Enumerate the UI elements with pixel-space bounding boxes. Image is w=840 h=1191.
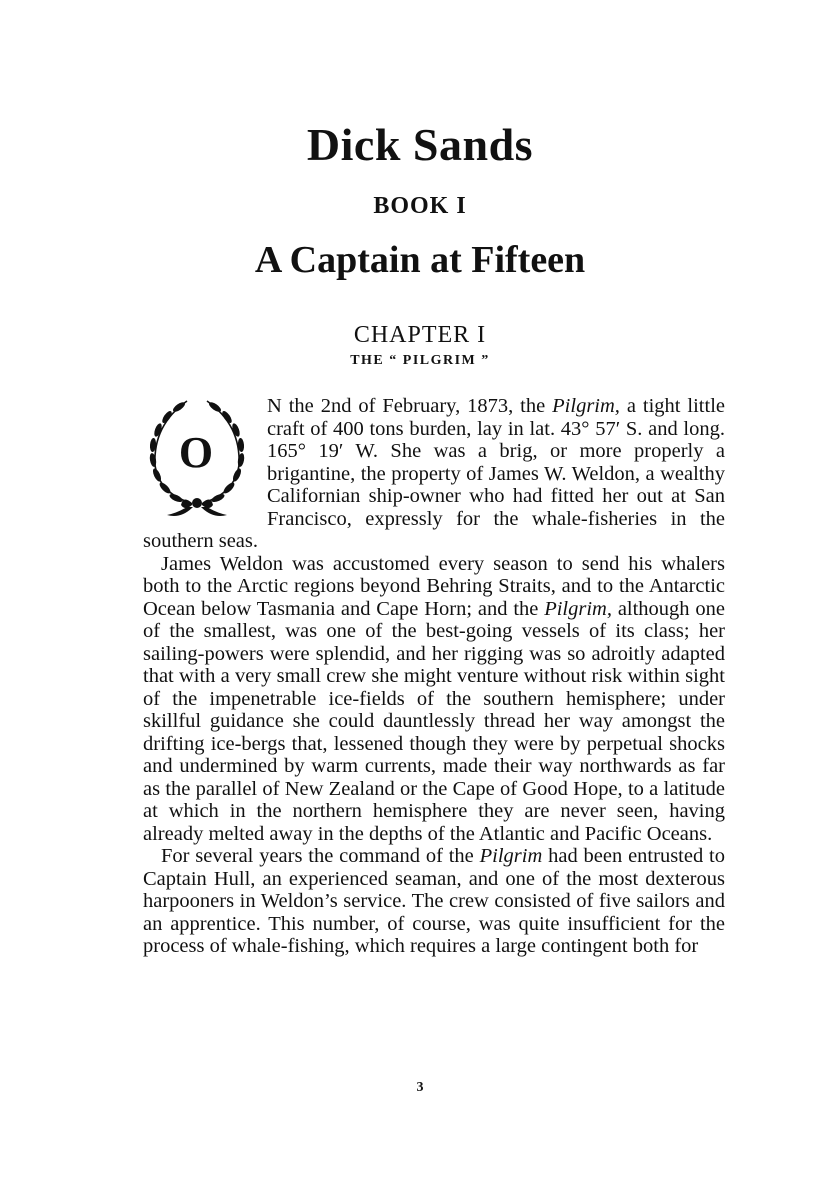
book-part-heading: BOOK I	[373, 193, 467, 219]
paragraph-2-text-a: James Weldon was accustomed every season to send his whalers both to the Arctic regions beyond Behring Straits, and to the Antarctic Ocean below Tasmania and Cape Horn; and the	[143, 552, 725, 620]
dropcap-letter: O	[178, 428, 214, 477]
dropcap-ornament	[143, 395, 258, 523]
ship-name-italic: Pilgrim,	[544, 597, 612, 620]
paragraph-1-text-c: a tight little craft of 400 tons burden, lay in lat. 43° 57′ S. and long. 165° 19′ W. She was a brig, or more properly a brigantine, the property of James W. Weldon, a wealthy Californian ship-owner who had fitted her out at San Francisco, expressly for the whale-fisheries in the southern seas.	[143, 395, 725, 552]
paragraph-2-text-c: although one of the smallest, was one of the best-going vessels of its class; her sailing-powers were splendid, and her rigging was so adroitly adapted that with a very small crew she might venture without risk within sight of the impenetrable ice-fields of the southern hemisphere; under skillful guidance she could dauntlessly thread her way amongst the drifting ice-bergs that, lessened though they were by perpetual shocks and undermined by warm currents, made their way northwards as far as the parallel of New Zealand or the Cape of Good Hope, to a latitude at which in the northern hemisphere they are never seen, having already melted away in the depths of the Atlantic and Pacific Oceans.	[143, 597, 725, 845]
ship-name-italic: Pilgrim,	[552, 395, 620, 417]
paragraph-3	[143, 845, 725, 958]
chapter-title: THE “ PILGRIM ”	[350, 353, 490, 368]
book-title: Dick Sands	[306, 119, 534, 170]
paragraph-3-text-c: had been entrusted to Captain Hull, an experienced seaman, and one of the most dexterous harpooners in Weldon’s service. The crew consisted of five sailors and an apprentice. This number, of course, was quite insufficient for the process of whale-fishing, which requires a large contingent both for	[143, 845, 726, 957]
paragraph-3-text-a: For several years the command of the	[161, 845, 480, 867]
book-subtitle: A Captain at Fifteen	[254, 239, 586, 281]
paragraph-2	[143, 553, 725, 846]
page-number: 3	[416, 1080, 424, 1095]
chapter-number: CHAPTER I	[353, 322, 487, 348]
body-text	[143, 395, 725, 958]
ship-name-italic: Pilgrim	[479, 845, 543, 867]
paragraph-1-text-a: N the 2nd of February, 1873, the	[267, 395, 553, 417]
